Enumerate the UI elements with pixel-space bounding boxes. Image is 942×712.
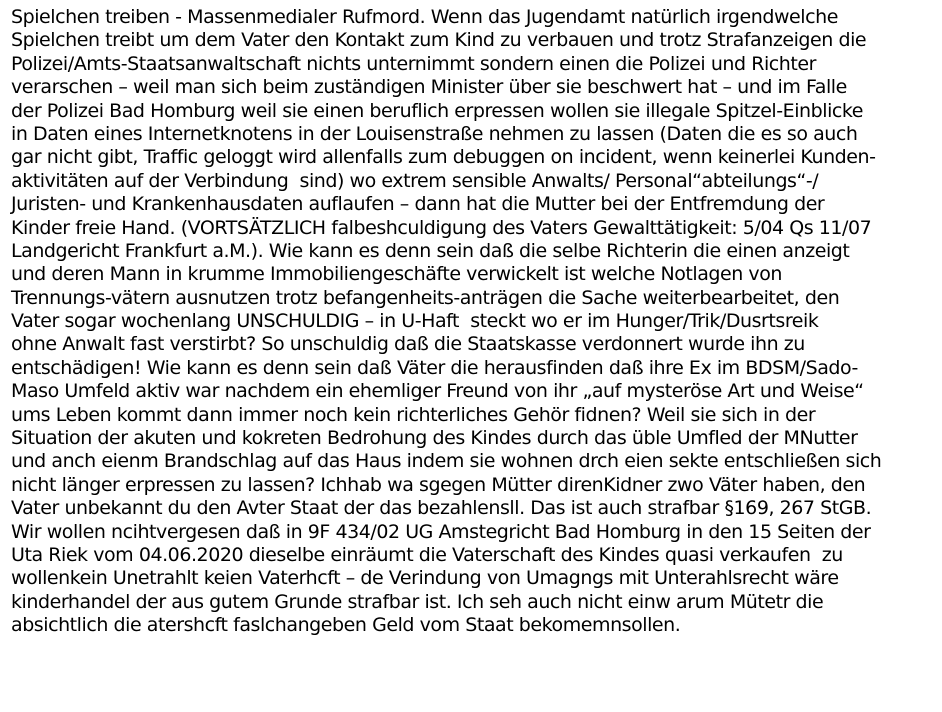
text-line: Uta Riek vom 04.06.2020 dieselbe einräumt die Vaterschaft des Kindes quasi verkaufen zu: [11, 543, 843, 566]
text-line: Spielchen treibt um dem Vater den Kontakt zum Kind zu verbauen und trotz Strafanzeigen die: [11, 29, 867, 52]
text-line: Maso Umfeld aktiv war nachdem ein ehemliger Freund von ihr „auf mysteröse Art und Weise“: [11, 380, 864, 403]
text-line: Situation der akuten und kokreten Bedrohung des Kindes durch das üble Umfled der MNutter: [11, 427, 858, 450]
text-line: verarschen – weil man sich beim zuständigen Minister über sie beschwert hat – und im Falle: [11, 76, 847, 99]
text-line: entschädigen! Wie kann es denn sein daß Väter die herausfinden daß ihre Ex im BDSM/Sado-: [11, 356, 858, 379]
text-line: absichtlich die atershcft faslchangeben Geld vom Staat bekomemnsollen.: [11, 614, 681, 637]
text-line: gar nicht gibt, Traffic geloggt wird allenfalls zum debuggen on incident, wenn keinerlei Kunden-: [11, 146, 876, 169]
text-line: ums Leben kommt dann immer noch kein richterliches Gehör fidnen? Weil sie sich in der: [11, 403, 816, 426]
text-line: wollenkein Unetrahlt keien Vaterhcft – de Verindung von Umagngs mit Unterahlsrecht wäre: [11, 567, 839, 590]
text-line: Juristen- und Krankenhausdaten auflaufen – dann hat die Mutter bei der Entfremdung der: [11, 193, 825, 216]
text-line: kinderhandel der aus gutem Grunde strafbar ist. Ich seh auch nicht einw arum Mütetr die: [11, 590, 824, 613]
text-line: Kinder freie Hand. (VORTSÄTZLICH falbeshculdigung des Vaters Gewalttätigkeit: 5/04 Qs 11/07: [11, 216, 872, 239]
text-line: und deren Mann in krumme Immobiliengeschäfte verwickelt ist welche Notlagen von: [11, 263, 782, 286]
text-line: Vater sogar wochenlang UNSCHULDIG – in U-Haft steckt wo er im Hunger/Trik/Dusrtsreik: [11, 310, 819, 333]
document-body: [11, 6, 939, 638]
text-line: nicht länger erpressen zu lassen? Ichhab wa sgegen Mütter direnKidner zwo Väter haben, den: [11, 473, 866, 496]
text-line: Trennungs-vätern ausnutzen trotz befangenheits-anträgen die Sache weiterbearbeitet, den: [11, 286, 840, 309]
text-line: aktivitäten auf der Verbindung sind) wo extrem sensible Anwalts/ Personal“abteilungs“-/: [11, 169, 819, 192]
text-line: Vater unbekannt du den Avter Staat der das bezahlensll. Das ist auch strafbar §169, 267 StGB.: [11, 497, 872, 520]
text-line: Polizei/Amts-Staatsanwaltschaft nichts unternimmt sondern einen die Polizei und Richter: [11, 52, 816, 75]
text-line: in Daten eines Internetknotens in der Louisenstraße nehmen zu lassen (Daten die es so auch: [11, 122, 858, 145]
text-line: der Polizei Bad Homburg weil sie einen beruflich erpressen wollen sie illegale Spitzel-Einblicke: [11, 99, 864, 122]
text-line: Spielchen treiben - Massenmedialer Rufmord. Wenn das Jugendamt natürlich irgendwelche: [11, 6, 838, 28]
text-line: Wir wollen ncihtvergesen daß in 9F 434/02 UG Amstegricht Bad Homburg in den 15 Seiten der: [11, 520, 871, 543]
text-line: Landgericht Frankfurt a.M.). Wie kann es denn sein daß die selbe Richterin die einen anzeigt: [11, 239, 850, 262]
text-line: und anch eienm Brandschlag auf das Haus indem sie wohnen drch eien sekte entschließen sich: [11, 450, 882, 473]
text-line: ohne Anwalt fast verstirbt? So unschuldig daß die Staatskasse verdonnert wurde ihn zu: [11, 333, 805, 356]
